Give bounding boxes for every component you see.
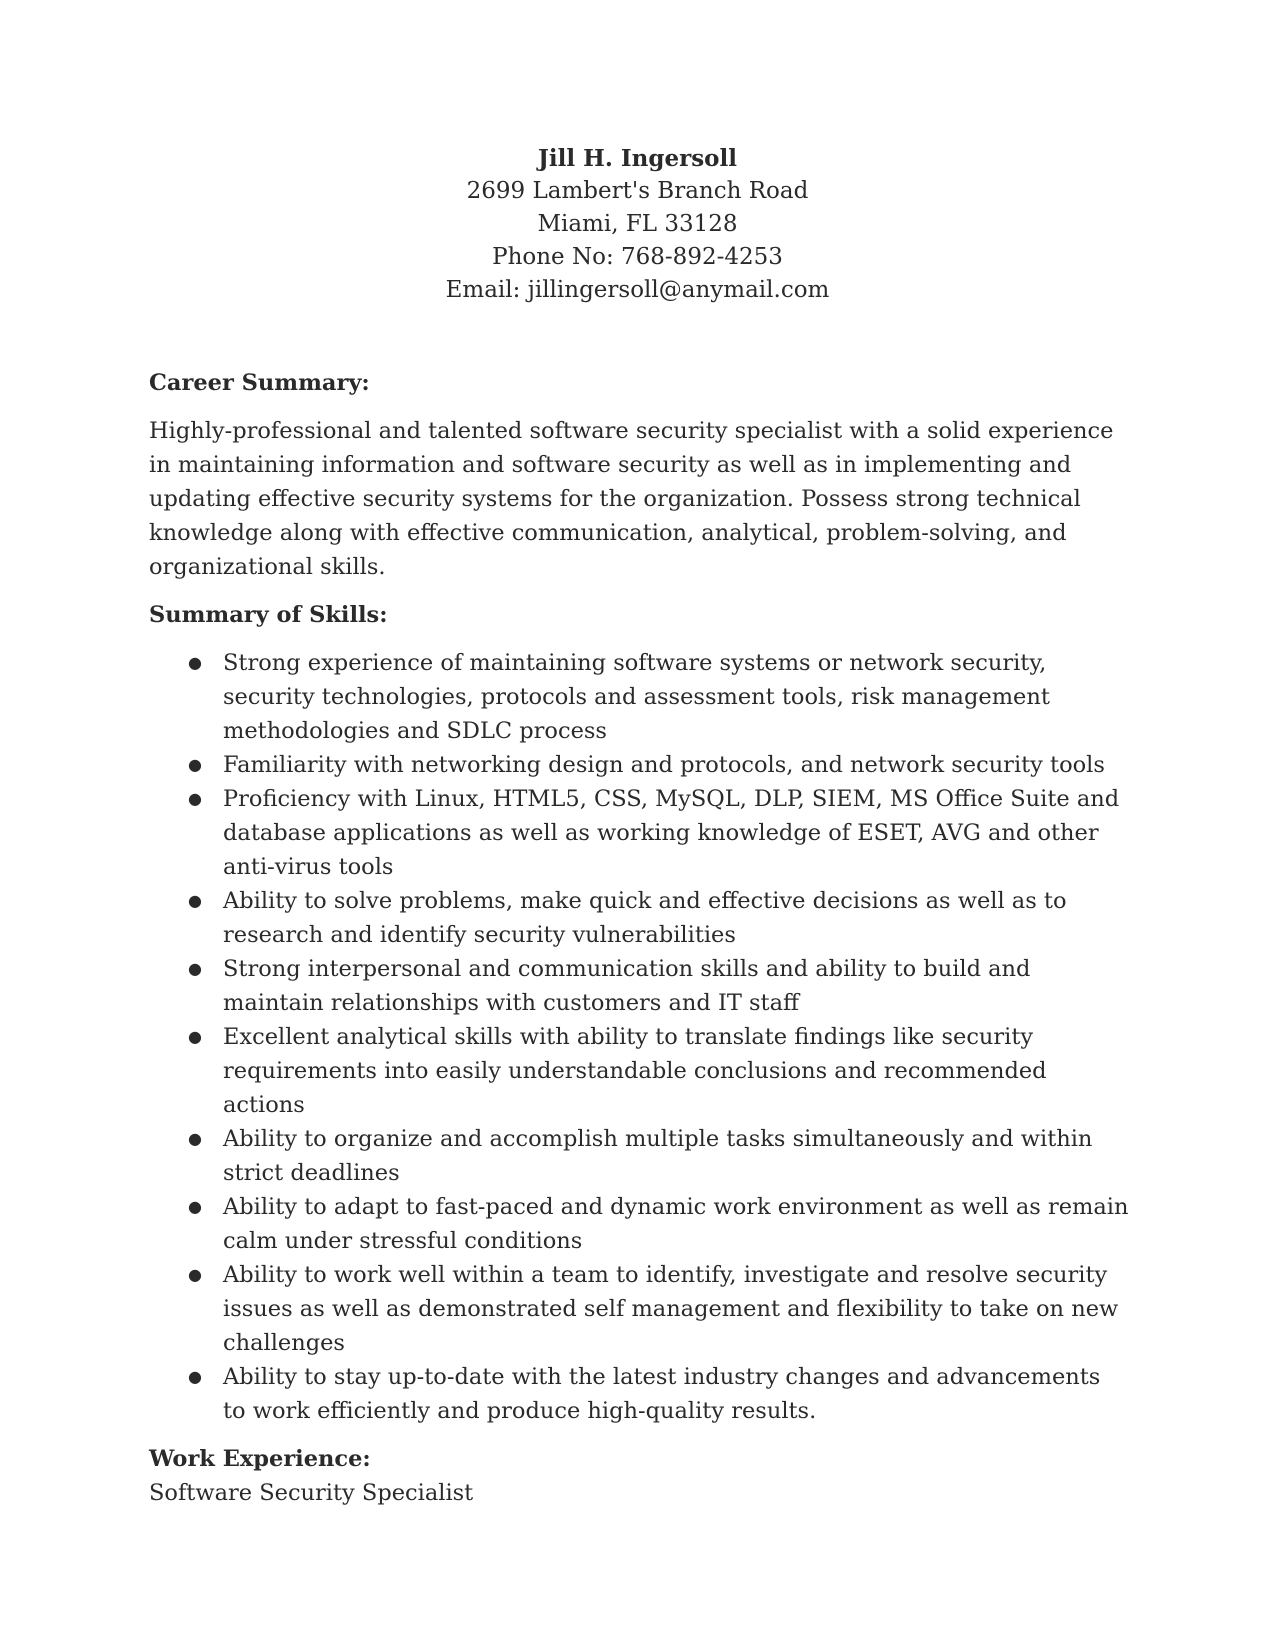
- resume-body: [149, 366, 1129, 1510]
- address-line-2: Miami, FL 33128: [537, 211, 738, 237]
- work-experience-heading: Work Experience:: [149, 1446, 371, 1472]
- skills-list: [149, 646, 1129, 1428]
- address-line-1: 2699 Lambert's Branch Road: [466, 178, 809, 204]
- bullet-icon: ●: [188, 959, 202, 978]
- skill-item: [149, 1258, 1129, 1360]
- skill-item: [149, 1122, 1129, 1190]
- bullet-icon: ●: [188, 755, 202, 774]
- bullet-icon: ●: [188, 1265, 202, 1284]
- skill-item: [149, 1360, 1129, 1428]
- bullet-icon: ●: [188, 1129, 202, 1148]
- bullet-icon: ●: [188, 1027, 202, 1046]
- skill-text: Strong interpersonal and communication skills and ability to build and maintain relationships with customers and IT staff: [223, 956, 1031, 1016]
- bullet-icon: ●: [188, 1367, 202, 1386]
- skill-text: Strong experience of maintaining software systems or network security, security technologies, protocols and assessment tools, risk management methodologies and SDLC process: [223, 650, 1050, 744]
- skill-item: [149, 1190, 1129, 1258]
- contact-header: [0, 142, 1275, 307]
- phone-number: Phone No: 768-892-4253: [492, 244, 783, 270]
- applicant-name: Jill H. Ingersoll: [538, 145, 737, 172]
- skill-item: [149, 1020, 1129, 1122]
- email-address: Email: jillingersoll@anymail.com: [445, 277, 830, 303]
- skill-item: [149, 884, 1129, 952]
- skill-text: Ability to stay up-to-date with the latest industry changes and advancements to work efficiently and produce high-quality results.: [223, 1364, 1101, 1424]
- skill-item: [149, 952, 1129, 1020]
- skill-text: Excellent analytical skills with ability to translate findings like security requirements into easily understandable conclusions and recommended actions: [223, 1024, 1047, 1118]
- skill-item: [149, 748, 1129, 782]
- skill-text: Proficiency with Linux, HTML5, CSS, MySQL, DLP, SIEM, MS Office Suite and database applications as well as working knowledge of ESET, AVG and other anti-virus tools: [223, 786, 1120, 880]
- bullet-icon: ●: [188, 1197, 202, 1216]
- job-title: Software Security Specialist: [149, 1480, 474, 1506]
- skill-text: Ability to organize and accomplish multiple tasks simultaneously and within strict deadlines: [223, 1126, 1093, 1186]
- career-summary-heading: Career Summary:: [149, 370, 370, 396]
- skill-text: Ability to adapt to fast-paced and dynamic work environment as well as remain calm under stressful conditions: [223, 1194, 1129, 1254]
- bullet-icon: ●: [188, 789, 202, 808]
- bullet-icon: ●: [188, 653, 202, 672]
- skill-text: Ability to work well within a team to identify, investigate and resolve security issues as well as demonstrated self management and flexibility to take on new challenges: [223, 1262, 1119, 1356]
- skill-item: [149, 646, 1129, 748]
- career-summary-text: Highly-professional and talented software security specialist with a solid experience in maintaining information and software security as well as in implementing and updating effective security systems for the organization. Possess strong technical knowledge along with effective communication, analytical, problem-solving, and organizational skills.: [149, 418, 1114, 580]
- skill-item: [149, 782, 1129, 884]
- skills-heading: Summary of Skills:: [149, 602, 388, 628]
- skill-text: Ability to solve problems, make quick and effective decisions as well as to research and identify security vulnerabilities: [223, 888, 1067, 948]
- bullet-icon: ●: [188, 891, 202, 910]
- skill-text: Familiarity with networking design and protocols, and network security tools: [223, 752, 1105, 778]
